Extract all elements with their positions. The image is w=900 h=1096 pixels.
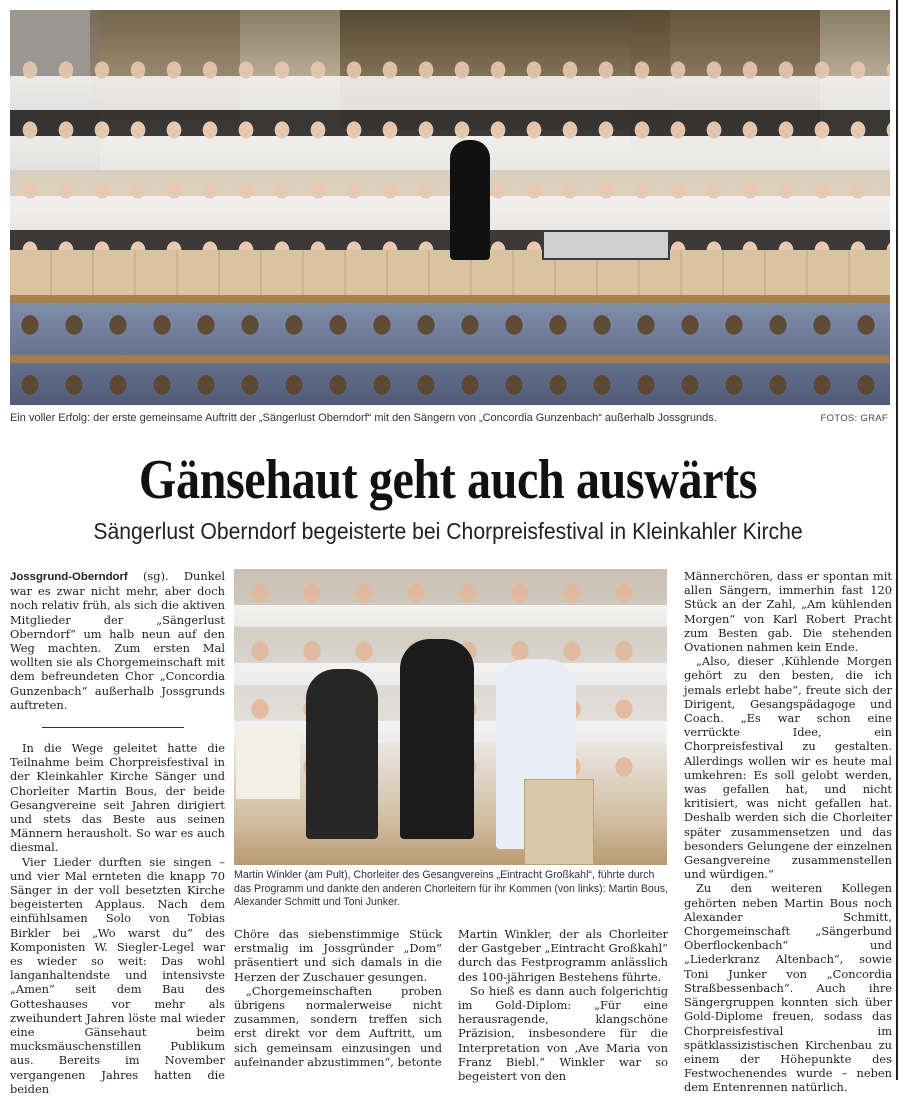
choir-concert-photo xyxy=(10,10,890,405)
article-subheadline: Sängerlust Oberndorf begeisterte bei Chorpreisfestival in Kleinkahler Kirche xyxy=(93,518,803,544)
paragraph: Martin Winkler, der als Chorleiter der Gastgeber „Eintracht Großkahl“ durch das Festprogramm anlässlich des 100-jährigen Bestehens führte. xyxy=(458,927,668,984)
top-photo-caption: Ein voller Erfolg: der erste gemeinsame Auftritt der „Sängerlust Oberndorf“ mit den Sängern von „Concordia Gunzenbach“ außerhalb Jossgrunds. xyxy=(10,412,717,424)
intro-paragraph: (sg). Dunkel war es zwar nicht mehr, aber doch noch relativ früh, als sich die aktiven Mitglieder der „Sängerlust Oberndorf“ um halb neun auf den Weg machten. Zum ersten Mal wollten sie als Chorgemeinschaft mit dem befreundeten Chor „Concordia Gunzenbach“ außerhalb Jossgrunds auftreten. xyxy=(10,569,225,712)
paragraph: Vier Lieder durften sie singen – und vier Mal ernteten die knapp 70 Sänger in der voll besetzten Kirche begeisterten Applaus. Nach dem einfühlsamen Solo von Tobias Birkler bei „Wo warst du“ des Komponisten W. Siegler-Legel war es wieder so weit: Das wohl langanhaltendste und intensivste „Amen“ seit dem Bau des Gotteshauses vor mehr als zweihundert Jahren löste mal wieder eine Gänsehaut beim mucksmäuschenstillen Publikum aus. Bereits im November vergangenen Jahres hatten die beiden xyxy=(10,854,225,1096)
photo-table xyxy=(236,729,300,799)
paragraph: So hieß es dann auch folgerichtig im Gold-Diplom: „Für eine herausragende, klangschöne Präzision, insbesondere für die Interpretation von ‚Ave Maria von Franz Biebl.“ Winkler war so begeistert von den xyxy=(458,983,668,1084)
photo-keyboard xyxy=(542,230,670,260)
mid-photo-caption: Martin Winkler (am Pult), Chorleiter des Gesangvereins „Eintracht Großkahl“, führte durch das Programm und dankte den anderen Chorleitern für ihr Kommen (von links): Martin Bous, Alexander Schmitt und Toni Junker. xyxy=(234,869,668,909)
paragraph: Zu den weiteren Kollegen gehörten neben Martin Bous noch Alexander Schmitt, Chorgemeinschaft „Sängerbund Oberflockenbach“ und „Liederkranz Altenbach“, sowie Toni Junker von „Concordia Straßbessenbach“. Auch ihre Sängergruppen konnten sich über Gold-Diplome freuen, sodass das Chorpreisfestival im spätklassizistischen Kirchenbau zu einem der Höhepunkte des Festwochenendes wurde – neben dem Entenrennen natürlich. xyxy=(684,881,892,1095)
article-headline: Gänsehaut geht auch auswärts xyxy=(138,449,758,511)
photo-lectern xyxy=(524,779,594,865)
photo-audience-pews xyxy=(10,295,890,405)
article-column-1-body xyxy=(10,741,225,1096)
article-column-1-intro xyxy=(10,569,225,712)
article-column-3 xyxy=(458,927,668,1083)
conductors-photo xyxy=(234,569,667,865)
paragraph: Chöre das siebenstimmige Stück erstmalig im Jossgründer „Dom“ präsentiert und sich damals in die Herzen der Zuschauer gesungen. xyxy=(234,927,442,984)
photo-credit: FOTOS: GRAF xyxy=(820,413,888,424)
photo-conductor xyxy=(450,140,490,260)
paragraph: „Also, dieser ‚Kühlende Morgen gehört zu den besten, die ich jemals erlebt habe“, freute sich der Dirigent, Gesangspädagoge und Coach. „Es war schon eine verrückte Idee, ein Chorpreisfestival zu gestalten. Allerdings wollen wir es heute mal umkehren: Es soll gelobt werden, was gefallen hat, und nicht kritisiert, was nicht gefallen hat. Deshalb werden sich die Chorleiter später zusammensetzen und das besonders Gelungene der einzelnen Gesangvereine zusammenstellen und würdigen.“ xyxy=(684,654,892,882)
paragraph: In die Wege geleitet hatte die Teilnahme beim Chorpreisfestival in der Kleinkahler Kirche Sänger und Chorleiter Martin Bous, der beide Gesangvereine seit Jahren dirigiert und stets das Beste aus seinen Männern herausholt. So war es auch diesmal. xyxy=(10,741,225,855)
paragraph: „Chorgemeinschaften proben übrigens normalerweise nicht zusammen, sondern treffen sich erst direkt vor dem Auftritt, um sich gemeinsam einzusingen und aufeinander abzustimmen“, betonte xyxy=(234,983,442,1069)
photo-person-martin-bous xyxy=(306,669,378,839)
photo-person-alexander-schmitt xyxy=(400,639,474,839)
article-column-4 xyxy=(684,569,892,1095)
page-edge-rule xyxy=(896,0,898,1080)
article-column-2 xyxy=(234,927,442,1069)
paragraph: Männerchören, dass er spontan mit allen Sängern, immerhin fast 120 Stück an der Zahl, „Am kühlenden Morgen“ von Karl Robert Pracht zum Besten gab. Die stehenden Ovationen nahmen kein Ende. xyxy=(684,569,892,655)
dateline: Jossgrund-Oberndorf xyxy=(10,571,128,583)
section-divider xyxy=(42,727,184,728)
